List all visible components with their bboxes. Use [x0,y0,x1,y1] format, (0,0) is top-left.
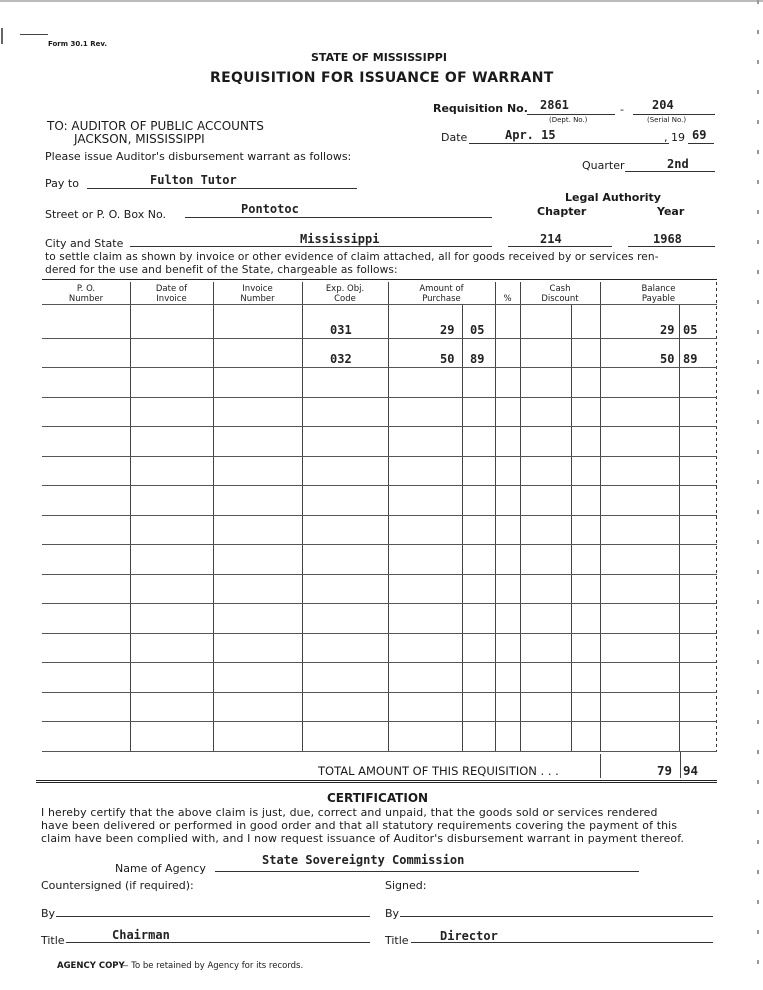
header-date-line2: Invoice [156,294,187,304]
pay-to-label: Pay to [45,177,79,190]
table-right-edge [716,282,717,752]
header-cash-line2: Discount [541,294,579,304]
year-line [628,246,715,247]
row-rule [42,721,717,722]
city-value: Mississippi [300,232,380,246]
date-value: Apr. 15 [505,128,556,142]
serial-no-value: 204 [652,98,674,112]
date-line [469,143,669,144]
addressee-line-1: TO: AUDITOR OF PUBLIC ACCOUNTS [47,119,264,133]
header-exp-line2: Code [334,294,356,304]
row-rule [42,692,717,693]
charges-table [42,282,717,752]
header-pct: % [503,294,512,304]
date-label: Date [441,131,468,144]
pay-to-value: Fulton Tutor [150,173,237,187]
right-title-value: Director [440,929,498,943]
row-2-balance-cents: 89 [683,352,698,366]
quarter-value: 2nd [667,157,689,171]
row-2-balance-dollars: 50 [660,352,675,366]
requisition-dash: - [620,103,624,116]
agency-value: State Sovereignty Commission [262,853,465,867]
street-label: Street or P. O. Box No. [45,208,166,221]
row-1-amount-cents: 05 [470,323,485,337]
street-line [185,217,492,218]
total-box-left [600,754,601,778]
total-dollars: 79 [657,763,673,778]
year-value: 1968 [653,232,682,246]
col-divider [571,304,572,752]
row-2-amount-dollars: 50 [440,352,455,366]
form-title: REQUISITION FOR ISSUANCE OF WARRANT [210,70,554,86]
header-po [42,284,130,304]
header-invoice-line1: Invoice [242,284,273,294]
certification-heading: CERTIFICATION [327,791,429,805]
signed-label: Signed: [385,879,427,892]
right-by-label: By [385,907,400,920]
settle-text-2: dered for the use and benefit of the State, chargeable as follows: [45,264,398,276]
row-rule [42,544,717,545]
right-edge-artifact [757,0,759,990]
col-divider [679,304,680,752]
requisition-label: Requisition No. [433,102,528,115]
row-rule [42,603,717,604]
date-year-line [688,143,714,144]
row-rule [42,456,717,457]
header-po-line1: P. O. [76,284,96,294]
row-rule [42,515,717,516]
col-divider [462,304,463,752]
date-year-value: 69 [692,128,707,142]
form-number: Form 30.1 Rev. [48,40,107,48]
header-amount-line1: Amount of [419,284,464,294]
certification-line-2: have been delivered or performed in good order and that all statutory requirements covering the payment of this [41,819,678,832]
row-rule [42,426,717,427]
row-rule [42,367,717,368]
table-top-rule [42,279,717,280]
col-divider [213,282,214,752]
serial-no-line [633,114,715,115]
row-rule [42,574,717,575]
year-label: Year [657,205,685,218]
header-invoice-line2: Number [240,294,275,304]
header-date [130,284,213,304]
left-title-line [66,942,370,943]
header-amount [388,284,495,304]
header-invoice [213,284,302,304]
certification-line-3: claim have been complied with, and I now request issuance of Auditor's disbursement warrant in payment thereof. [41,832,685,845]
row-rule [42,338,717,339]
header-cash [520,284,600,304]
settle-text-1: to settle claim as shown by invoice or other evidence of claim attached, all for goods received by or services ren- [45,251,659,263]
total-label: TOTAL AMOUNT OF THIS REQUISITION . . . [318,764,559,778]
addressee-line-2: JACKSON, MISSISSIPPI [74,132,205,146]
col-divider [520,282,521,752]
agency-label: Name of Agency [115,862,206,875]
row-1-code: 031 [330,323,352,337]
col-divider [388,282,389,752]
total-box-mid [680,752,681,778]
header-cash-line1: Cash [549,284,571,294]
col-divider [130,282,131,752]
header-amount-line2: Purchase [422,294,461,304]
state-heading: STATE OF MISSISSIPPI [311,51,447,64]
right-by-line [400,916,713,917]
dept-no-caption: (Dept. No.) [549,116,588,124]
pay-to-line [87,188,357,189]
dept-no-value: 2861 [540,98,569,112]
header-exp [302,284,388,304]
header-balance-line1: Balance [641,284,676,294]
row-rule [42,662,717,663]
header-balance [600,284,717,304]
legal-authority-label: Legal Authority [565,191,661,204]
agency-line [215,871,639,872]
total-rule [36,780,717,783]
top-edge-artifact [0,0,763,2]
left-by-label: By [41,907,56,920]
header-rule [42,304,717,305]
row-2-amount-cents: 89 [470,352,485,366]
agency-copy-note: — To be retained by Agency for its records. [120,961,304,971]
quarter-line [625,171,715,172]
city-line [130,246,492,247]
row-2-code: 032 [330,352,352,366]
header-balance-line2: Payable [641,294,676,304]
left-title-label: Title [41,934,65,947]
corner-mark [20,34,48,35]
agency-copy-label: AGENCY COPY [57,961,125,971]
col-divider [302,282,303,752]
date-year-prefix: , 19 [664,131,685,144]
left-edge-artifact [1,28,3,44]
chapter-line [508,246,612,247]
col-divider [600,282,601,752]
row-rule [42,397,717,398]
header-date-line1: Date of [155,284,188,294]
left-by-line [56,916,370,917]
row-1-amount-dollars: 29 [440,323,455,337]
dept-no-line [527,114,615,115]
chapter-value: 214 [540,232,562,246]
row-1-balance-cents: 05 [683,323,698,337]
issue-instruction: Please issue Auditor's disbursement warrant as follows: [45,150,352,163]
total-cents: 94 [683,763,699,778]
city-label: City and State [45,237,124,250]
street-value: Pontotoc [241,202,299,216]
serial-no-caption: (Serial No.) [647,116,687,124]
chapter-label: Chapter [537,205,587,218]
row-1-balance-dollars: 29 [660,323,675,337]
right-title-label: Title [385,934,409,947]
left-title-value: Chairman [112,928,170,942]
countersigned-label: Countersigned (if required): [41,879,194,892]
certification-line-1: I hereby certify that the above claim is just, due, correct and unpaid, that the goods sold or services rendered [41,806,658,819]
row-rule [42,633,717,634]
col-divider [495,282,496,752]
header-exp-line1: Exp. Obj. [325,284,365,294]
row-rule [42,751,717,752]
header-po-line2: Number [68,294,104,304]
row-rule [42,485,717,486]
quarter-label: Quarter [582,159,625,172]
